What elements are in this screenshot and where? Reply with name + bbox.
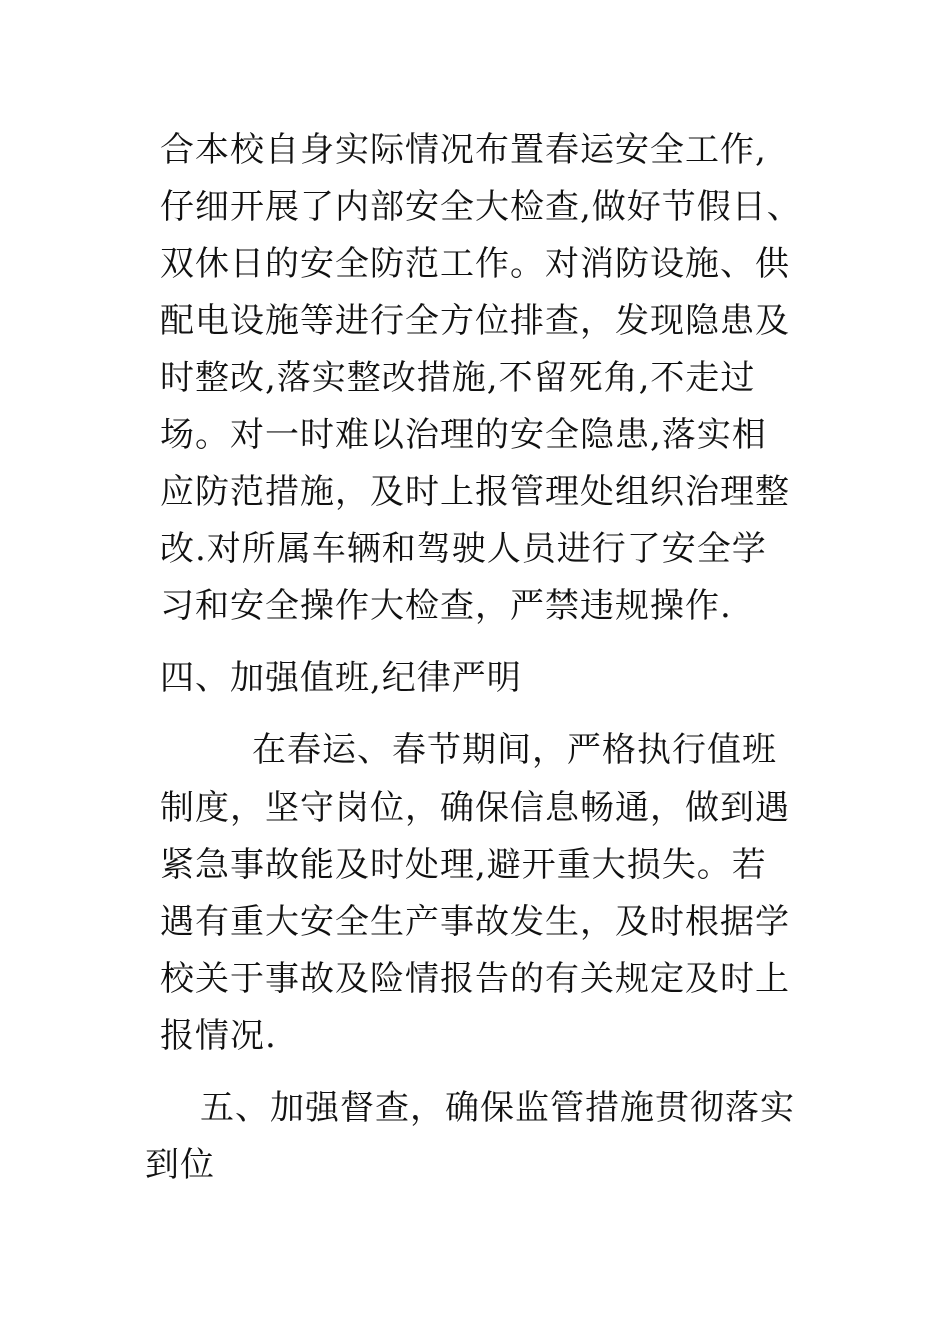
- text-line: 合本校自身实际情况布置春运安全工作,: [160, 130, 767, 170]
- text-line: 到位: [145, 1145, 215, 1185]
- text-line: 场。对一时难以治理的安全隐患,落实相: [160, 415, 767, 455]
- text-line: 报情况.: [160, 1016, 277, 1056]
- text-line: 遇有重大安全生产事故发生，及时根据学: [160, 902, 790, 942]
- text-line: 应防范措施，及时上报管理处组织治理整: [160, 472, 790, 512]
- text-line: 配电设施等进行全方位排查，发现隐患及: [160, 301, 790, 341]
- text-line: 改.对所属车辆和驾驶人员进行了安全学: [160, 529, 767, 569]
- text-line: 紧急事故能及时处理,避开重大损失。若: [160, 845, 767, 885]
- text-line: 双休日的安全防范工作。对消防设施、供: [160, 244, 790, 284]
- text-line: 时整改,落实整改措施,不留死角,不走过: [160, 358, 756, 398]
- text-line: 仔细开展了内部安全大检查,做好节假日、: [160, 187, 802, 227]
- section-heading: 四、加强值班,纪律严明: [160, 658, 522, 698]
- text-line: 习和安全操作大检查，严禁违规操作.: [160, 586, 732, 626]
- paragraph-first-line: 在春运、春节期间，严格执行值班: [252, 730, 777, 770]
- text-line: 制度，坚守岗位，确保信息畅通，做到遇: [160, 788, 790, 828]
- text-line: 校关于事故及险情报告的有关规定及时上: [160, 959, 790, 999]
- section-heading: 五、加强督查，确保监管措施贯彻落实: [200, 1088, 795, 1128]
